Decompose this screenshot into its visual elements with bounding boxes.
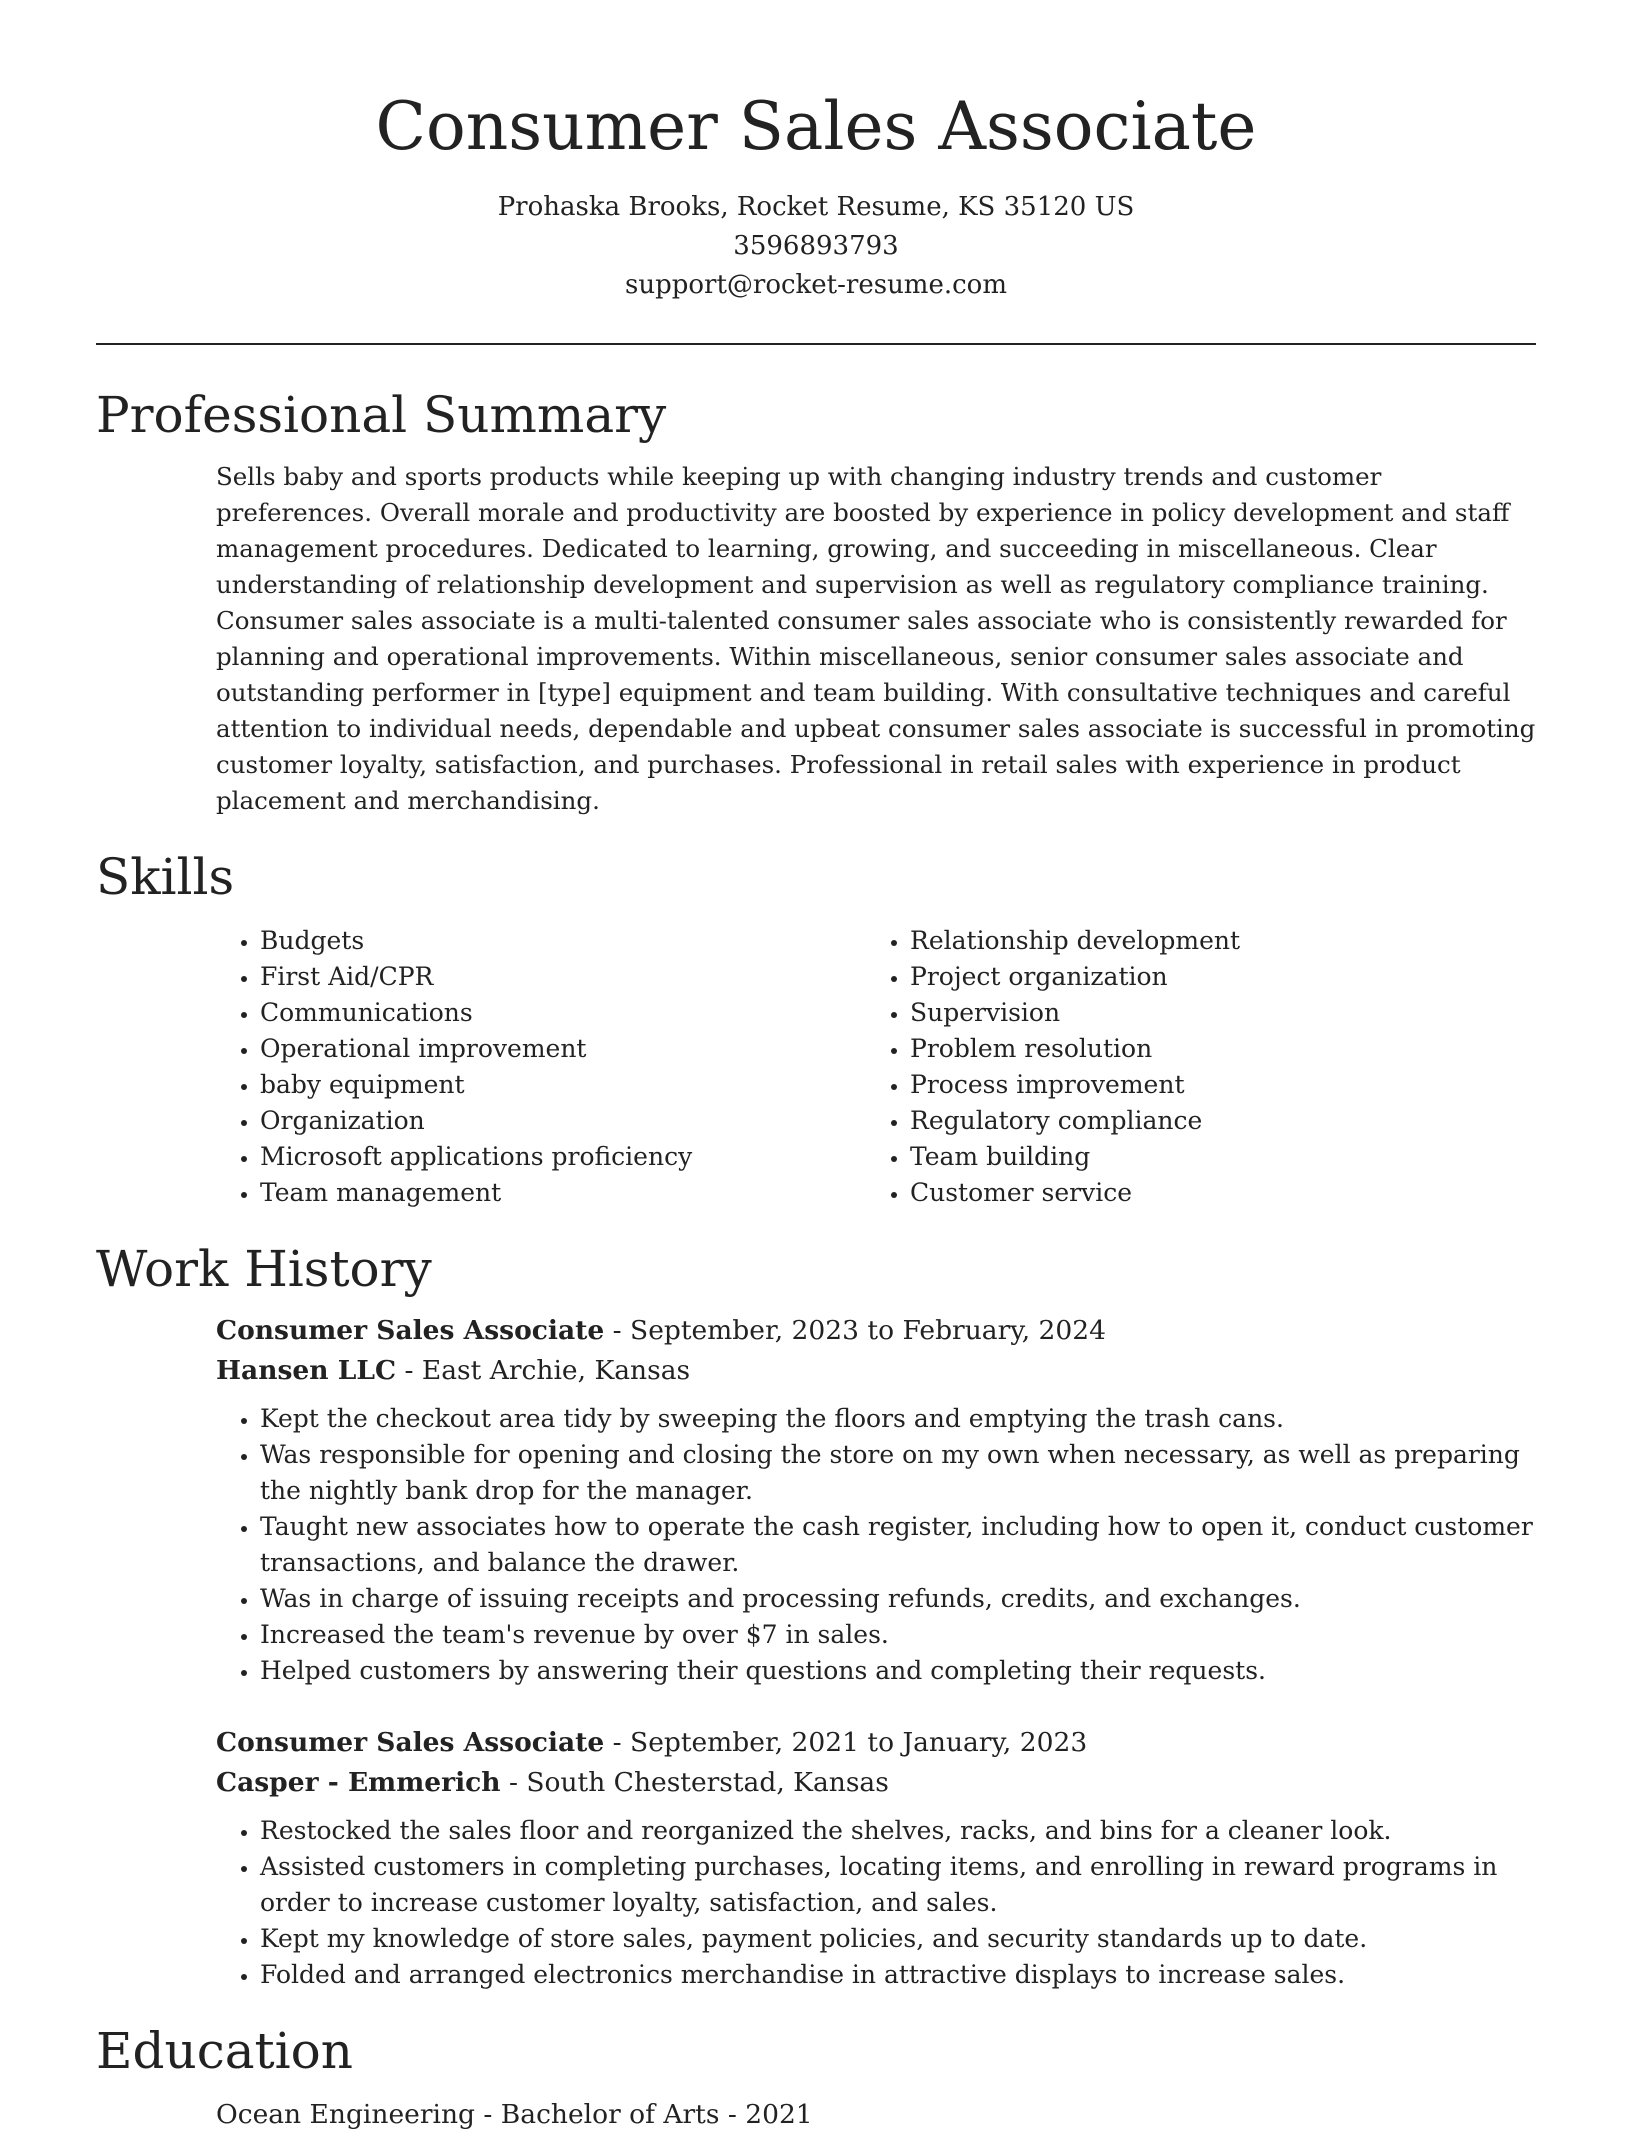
resume-title: Consumer Sales Associate <box>375 88 1257 165</box>
job-company: Hansen LLC <box>216 1355 397 1386</box>
skill-item: • Customer service <box>910 1175 1510 1211</box>
resume-page <box>96 0 1536 2135</box>
summary-section <box>96 383 1536 819</box>
job-bullet: • Folded and arranged electronics merchandise in attractive displays to increase sales. <box>260 1957 1536 1993</box>
skill-item: • Relationship development <box>910 923 1510 959</box>
skills-heading: Skills <box>96 848 235 906</box>
contact-email: support@rocket-resume.com <box>624 270 1007 300</box>
resume-header <box>96 0 1536 305</box>
skills-columns <box>216 923 1536 1211</box>
contact-address: Prohaska Brooks, Rocket Resume, KS 35120 US <box>497 192 1135 222</box>
skills-list-right <box>866 923 1510 1211</box>
skill-item: • Problem resolution <box>910 1031 1510 1067</box>
header-divider <box>96 343 1536 345</box>
job-bullet: • Increased the team's revenue by over $7 in sales. <box>260 1617 1536 1653</box>
job-bullet: • Kept the checkout area tidy by sweeping the floors and emptying the trash cans. <box>260 1401 1536 1437</box>
job-title-line <box>216 1723 1536 1763</box>
education-heading: Education <box>96 2022 353 2080</box>
skill-item: • Operational improvement <box>260 1031 866 1067</box>
job-location: - East Archie, Kansas <box>396 1355 691 1386</box>
job-title-line <box>216 1311 1536 1351</box>
skill-item: • Team building <box>910 1139 1510 1175</box>
education-section <box>96 2019 1536 2135</box>
education-item: Ocean Engineering - Bachelor of Arts - 2021 <box>216 2099 813 2130</box>
work-history-section <box>96 1237 1536 1993</box>
skill-item: • Supervision <box>910 995 1510 1031</box>
job-bullet: • Taught new associates how to operate the cash register, including how to open it, conduct customer transactions, and balance the drawer. <box>260 1509 1536 1581</box>
summary-heading: Professional Summary <box>96 386 667 444</box>
summary-text: Sells baby and sports products while keeping up with changing industry trends and customer preferences. Overall morale and productivity are boosted by experience in policy development and staff management procedures. Dedicated to learning, growing, and succeeding in miscellaneous. Clear understanding of relationship development and supervision as well as regulatory compliance training. Consumer sales associate is a multi-talented consumer sales associate who is consistently rewarded for planning and operational improvements. Within miscellaneous, senior consumer sales associate and outstanding performer in [type] equipment and team building. With consultative techniques and careful attention to individual needs, dependable and upbeat consumer sales associate is successful in promoting customer loyalty, satisfaction, and purchases. Professional in retail sales with experience in product placement and merchandising. <box>216 462 1536 815</box>
skills-section <box>96 845 1536 1211</box>
skills-list-left <box>216 923 866 1211</box>
job-bullet: • Was responsible for opening and closing the store on my own when necessary, as well as preparing the nightly bank drop for the manager. <box>260 1437 1536 1509</box>
job-bullet: • Helped customers by answering their questions and completing their requests. <box>260 1653 1536 1689</box>
skill-item: • Microsoft applications proficiency <box>260 1139 866 1175</box>
skill-item: • Communications <box>260 995 866 1031</box>
job-bullet: • Was in charge of issuing receipts and processing refunds, credits, and exchanges. <box>260 1581 1536 1617</box>
work-history-heading: Work History <box>96 1240 432 1298</box>
job-entry <box>216 1723 1536 1993</box>
skill-item: • baby equipment <box>260 1067 866 1103</box>
job-company: Casper - Emmerich <box>216 1767 501 1798</box>
contact-block <box>96 188 1536 305</box>
skill-item: • Team management <box>260 1175 866 1211</box>
skill-item: • Process improvement <box>910 1067 1510 1103</box>
job-bullets <box>216 1401 1536 1689</box>
skill-item: • First Aid/CPR <box>260 959 866 995</box>
job-bullet: • Restocked the sales floor and reorganized the shelves, racks, and bins for a cleaner look. <box>260 1813 1536 1849</box>
skill-item: • Organization <box>260 1103 866 1139</box>
job-entry <box>216 1311 1536 1689</box>
job-dates: - September, 2021 to January, 2023 <box>604 1727 1088 1758</box>
skill-item: • Budgets <box>260 923 866 959</box>
job-bullet: • Kept my knowledge of store sales, payment policies, and security standards up to date. <box>260 1921 1536 1957</box>
skill-item: • Regulatory compliance <box>910 1103 1510 1139</box>
job-role: Consumer Sales Associate <box>216 1727 605 1758</box>
job-company-line <box>216 1763 1536 1803</box>
job-location: - South Chesterstad, Kansas <box>500 1767 889 1798</box>
job-company-line <box>216 1351 1536 1391</box>
job-dates: - September, 2023 to February, 2024 <box>604 1315 1106 1346</box>
job-role: Consumer Sales Associate <box>216 1315 605 1346</box>
contact-phone: 3596893793 <box>733 231 899 261</box>
job-bullet: • Assisted customers in completing purchases, locating items, and enrolling in reward programs in order to increase customer loyalty, satisfaction, and sales. <box>260 1849 1536 1921</box>
job-bullets <box>216 1813 1536 1993</box>
skill-item: • Project organization <box>910 959 1510 995</box>
